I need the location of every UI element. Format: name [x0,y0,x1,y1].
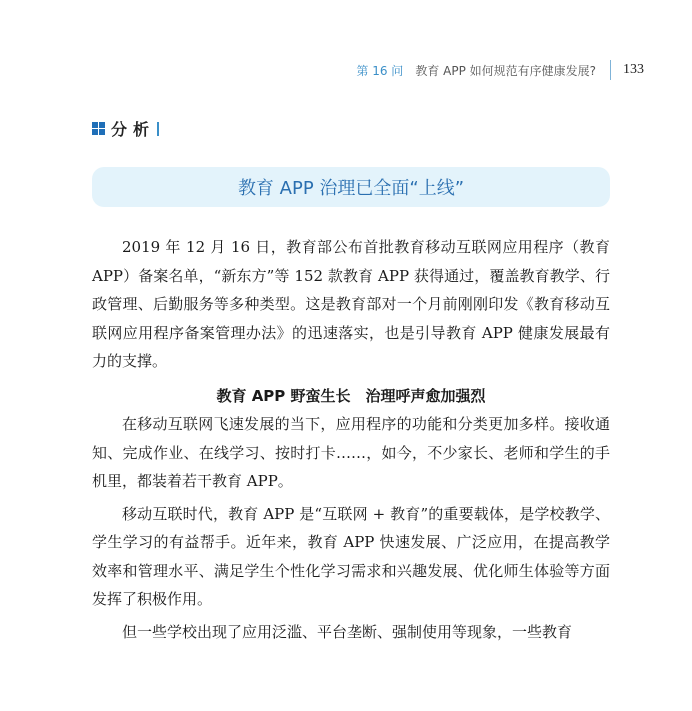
section-label: 分析 [111,120,156,139]
section-bar [157,122,159,136]
paragraph: 但一些学校出现了应用泛滥、平台垄断、强制使用等现象，一些教育 [122,622,573,641]
page-number: 133 [623,62,644,77]
paragraph: 在移动互联网飞速发展的当下，应用程序的功能和分类更加多样。接收通知、完成作业、在线学习、按时打卡……，如今，不少家长、老师和学生的手机里，都装着若干教育 APP。 [92,415,610,490]
title-box [92,167,610,207]
section-heading [92,117,159,140]
chapter-label: 第 16 问 [356,63,404,78]
header-divider [610,60,611,80]
grid-icon [92,122,105,135]
paragraph: 2019 年 12 月 16 日，教育部公布首批教育移动互联网应用程序（教育 APP）备案名单，“新东方”等 152 款教育 APP 获得通过，覆盖教育教学、行政管理、后勤服务等多种类型。这是教育部对一个月前刚刚印发《教育移动互联网应用程序备案管理办法》的迅速落实，也是引导教育 APP 健康发展最有力的支撑。 [92,238,610,370]
body-text [92,233,610,646]
chapter-title: 教育 APP 如何规范有序健康发展? [415,63,596,78]
running-head [356,60,644,80]
subheading: 教育 APP 野蛮生长 治理呼声愈加强烈 [216,386,486,405]
title-box-text: 教育 APP 治理已全面“上线” [237,178,465,199]
paragraph: 移动互联时代，教育 APP 是“互联网 + 教育”的重要载体，是学校教学、学生学习的有益帮手。近年来，教育 APP 快速发展、广泛应用，在提高教学效率和管理水平、满足学生个性化学习需求和兴趣发展、优化师生体验等方面发挥了积极作用。 [92,504,610,608]
